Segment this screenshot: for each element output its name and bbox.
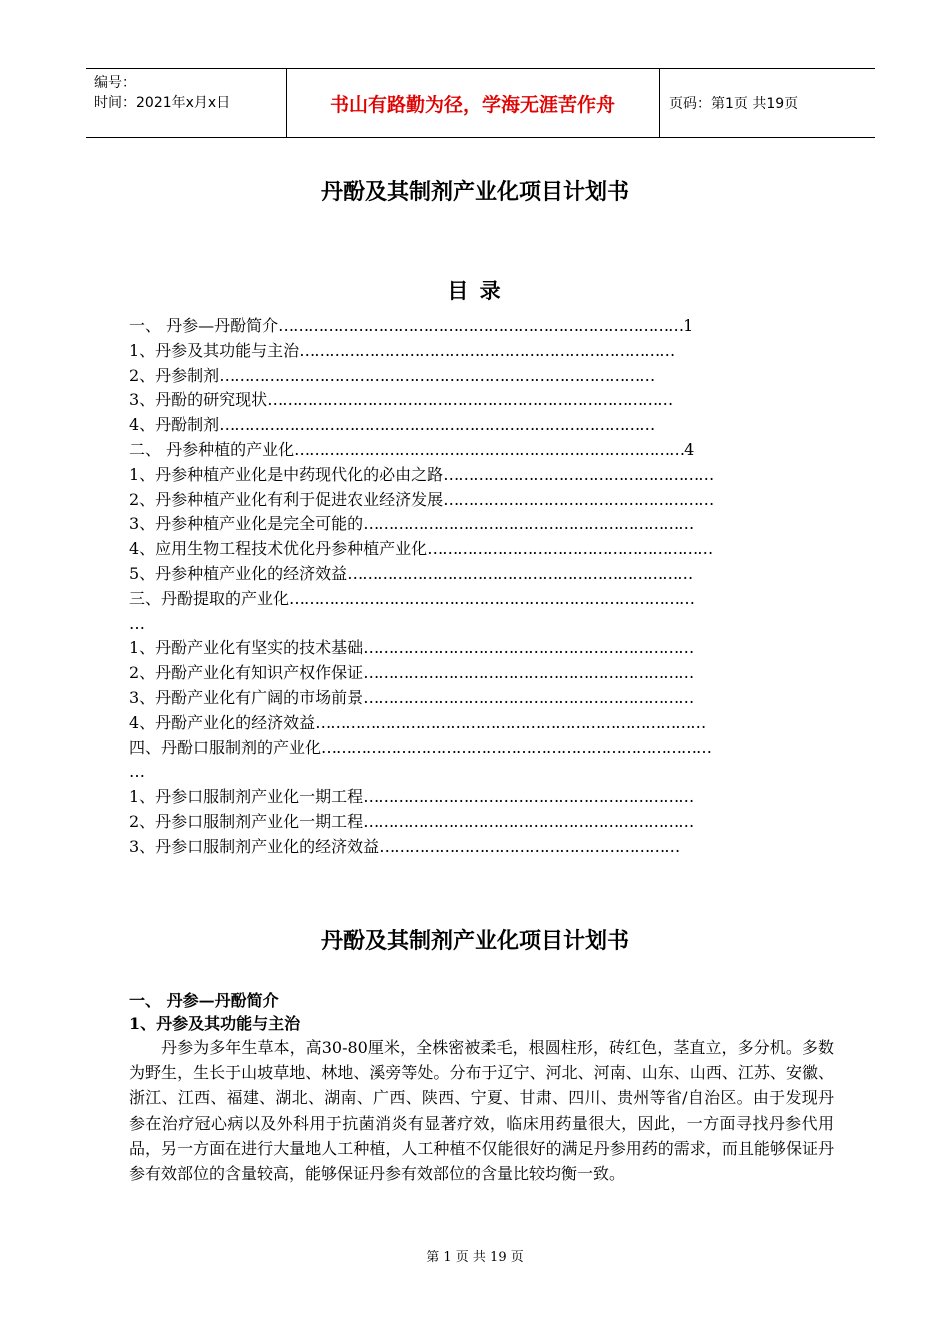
toc-leader-dots: ………………………………………………………… <box>363 811 694 831</box>
toc-entry-text: 1、丹参种植产业化是中药现代化的必由之路 <box>129 464 444 484</box>
toc-leader-dots: ……………………………………………………………………… <box>278 316 684 335</box>
toc-entry-text: 四、丹酚口服制剂的产业化 <box>129 737 322 757</box>
toc-leader-dots: ……………………………………………… <box>443 489 714 509</box>
header-time: 时间：2021年x月x日 <box>94 95 231 111</box>
toc-entry[interactable] <box>129 438 834 463</box>
header-meta <box>94 73 230 113</box>
toc-leader-dots: …………………………………………………………………… <box>294 439 685 459</box>
toc-entry[interactable] <box>129 612 834 637</box>
toc-leader-dots: ……………………………………………………………………… <box>289 588 695 608</box>
subsection-heading: 1、丹参及其功能与主治 <box>129 1014 301 1033</box>
toc-entry-text: 2、丹参口服制剂产业化一期工程 <box>129 811 364 831</box>
toc-entry-text: 4、丹酚产业化的经济效益 <box>129 712 316 732</box>
toc-leader-dots: ………………………………………………… <box>427 539 713 559</box>
toc-entry-text: 5、丹参种植产业化的经济效益 <box>129 563 348 583</box>
toc-entry-text: 3、丹酚的研究现状 <box>129 390 268 410</box>
toc-leader-dots: …………………………………………………………………… <box>315 712 706 732</box>
toc-leader-dots: ………………………………………………………… <box>363 663 694 683</box>
toc-title: 目 录 <box>447 278 503 303</box>
toc-page-number: 4 <box>684 439 695 459</box>
toc-leader-dots: …………………………………………………………………………… <box>219 415 655 435</box>
toc-entry[interactable] <box>129 314 834 339</box>
toc-entry-text: 4、丹酚制剂 <box>129 415 220 435</box>
toc-entry[interactable] <box>129 388 834 413</box>
toc-entry-text: 2、丹酚产业化有知识产权作保证 <box>129 663 364 683</box>
toc-entry[interactable] <box>129 587 834 612</box>
toc-entry-text: 1、丹参口服制剂产业化一期工程 <box>129 787 364 807</box>
toc-entry[interactable] <box>129 562 834 587</box>
toc-entry-text: 二、 丹参种植的产业化 <box>129 439 295 459</box>
section-heading: 一、 丹参—丹酚简介 <box>129 991 279 1010</box>
toc-entry[interactable] <box>129 760 834 785</box>
header-motto: 书山有路勤为径，学海无涯苦作舟 <box>329 93 615 116</box>
table-of-contents <box>129 314 834 860</box>
toc-leader-dots: ………………………………………………………… <box>363 787 694 807</box>
toc-leader-dots: …………………………………………………………… <box>347 563 693 583</box>
toc-entry[interactable] <box>129 463 834 488</box>
toc-leader-dots: ……………………………………………… <box>443 464 714 484</box>
toc-entry[interactable] <box>129 413 834 438</box>
toc-entry[interactable] <box>129 785 834 810</box>
toc-entry-text: 一、 丹参—丹酚简介 <box>129 316 279 335</box>
toc-leader-dots: ………………………………………………………… <box>363 638 694 658</box>
toc-entry[interactable] <box>129 810 834 835</box>
toc-entry-text: 3、丹参口服制剂产业化的经济效益 <box>129 836 380 856</box>
toc-entry[interactable] <box>129 339 834 364</box>
toc-leader-dots: ………………………………………………………………… <box>299 340 675 360</box>
header-divider <box>659 69 660 137</box>
toc-entry[interactable] <box>129 711 834 736</box>
toc-leader-dots: ……………………………………………………………………… <box>267 390 673 410</box>
toc-leader-dots: …………………………………………………………………………… <box>219 365 655 385</box>
body-title: 丹酚及其制剂产业化项目计划书 <box>320 928 629 954</box>
toc-entry-text: … <box>129 613 145 633</box>
toc-entry-text: 4、应用生物工程技术优化丹参种植产业化 <box>129 539 428 559</box>
document-title: 丹酚及其制剂产业化项目计划书 <box>320 179 629 205</box>
toc-entry-text: 三、丹酚提取的产业化 <box>129 588 290 608</box>
toc-entry-text: 3、丹参种植产业化是完全可能的 <box>129 514 364 534</box>
toc-leader-dots: …………………………………………………… <box>379 836 680 856</box>
toc-entry-text: 3、丹酚产业化有广阔的市场前景 <box>129 687 364 707</box>
toc-entry[interactable] <box>129 736 834 761</box>
toc-entry[interactable] <box>129 512 834 537</box>
toc-leader-dots: ………………………………………………………… <box>363 514 694 534</box>
toc-entry[interactable] <box>129 661 834 686</box>
toc-entry-text: … <box>129 762 145 782</box>
toc-leader-dots: ………………………………………………………… <box>363 687 694 707</box>
body-paragraph: 丹参为多年生草本，高30-80厘米，全株密被柔毛，根圆柱形，砖红色，茎直立，多分机。多数为野生，生长于山坡草地、林地、溪旁等处。分布于辽宁、河北、河南、山东、山西、江苏、安徽、浙江、江西、福建、湖北、湖南、广西、陕西、宁夏、甘肃、四川、贵州等省/自治区。由于发现丹参在治疗冠心病以及外科用于抗菌消炎有显著疗效，临床用药量很大，因此，一方面寻找丹参代用品，另一方面在进行大量地人工种植，人工种植不仅能很好的满足丹参用药的需求，而且能够保证丹参有效部位的含量较高，能够保证丹参有效部位的含量比较均衡一致。 <box>129 1038 834 1184</box>
toc-entry-text: 2、丹参种植产业化有利于促进农业经济发展 <box>129 489 444 509</box>
toc-entry[interactable] <box>129 488 834 513</box>
header-page-info: 页码：第1页 共19页 <box>669 96 799 112</box>
toc-page-number: 1 <box>683 316 694 335</box>
page-header <box>86 68 875 138</box>
toc-entry-text: 1、丹参及其功能与主治 <box>129 340 300 360</box>
toc-entry[interactable] <box>129 835 834 860</box>
toc-leader-dots: …………………………………………………………………… <box>321 737 712 757</box>
toc-entry[interactable] <box>129 537 834 562</box>
toc-entry[interactable] <box>129 686 834 711</box>
page-footer: 第 1 页 共 19 页 <box>426 1250 524 1265</box>
toc-entry-text: 2、丹参制剂 <box>129 365 220 385</box>
header-number: 编号： <box>94 75 136 91</box>
toc-entry[interactable] <box>129 636 834 661</box>
toc-entry-text: 1、丹酚产业化有坚实的技术基础 <box>129 638 364 658</box>
toc-entry[interactable] <box>129 364 834 389</box>
